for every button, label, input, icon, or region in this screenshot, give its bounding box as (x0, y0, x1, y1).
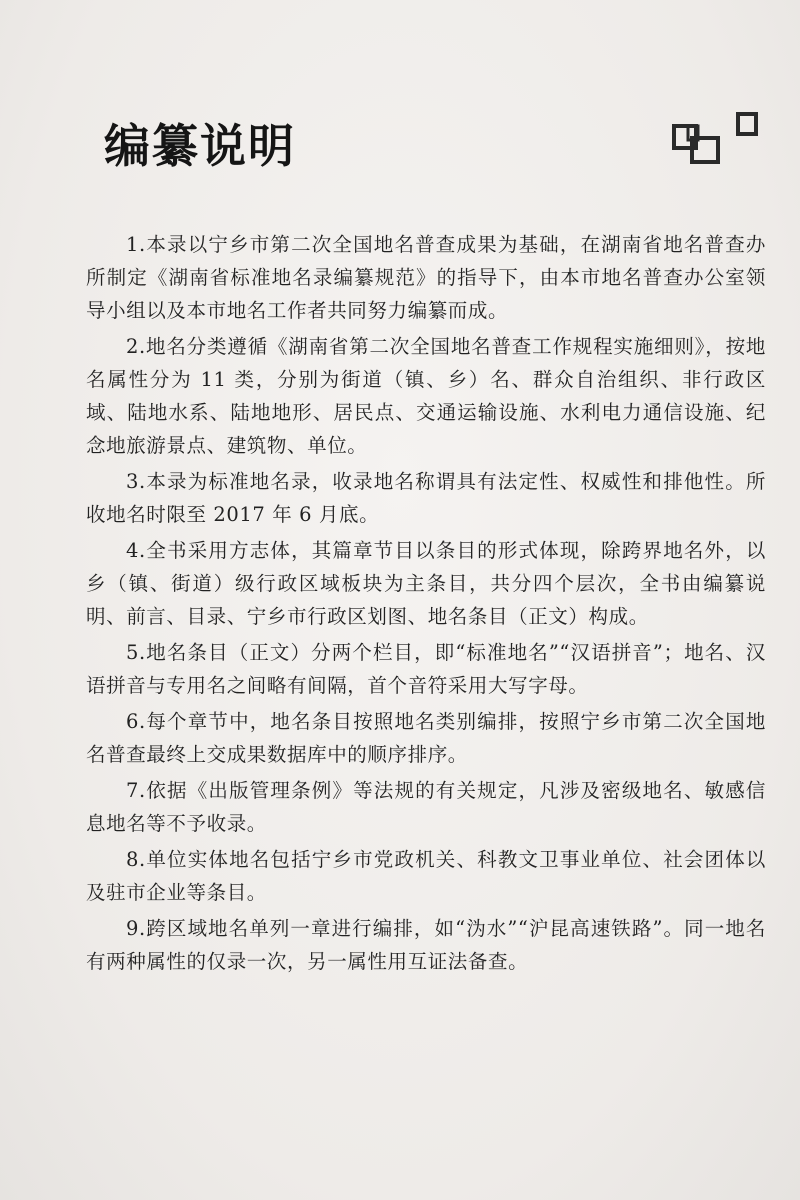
paragraph-5: 5.地名条目（正文）分两个栏目，即“标准地名”“汉语拼音”；地名、汉语拼音与专用名之间略有间隔，首个音符采用大写字母。 (86, 641, 766, 697)
page-title: 编纂说明 (104, 119, 296, 173)
paragraph-7: 7.依据《出版管理条例》等法规的有关规定，凡涉及密级地名、敏感信息地名等不予收录。 (86, 779, 766, 835)
paragraph-list (86, 228, 766, 981)
paragraph-2: 2.地名分类遵循《湖南省第二次全国地名普查工作规程实施细则》，按地名属性分为 11 类，分别为街道（镇、乡）名、群众自治组织、非行政区域、陆地水系、陆地地形、居民点、交通运输设施、水利电力通信设施、纪念地旅游景点、建筑物、单位。 (86, 335, 766, 457)
paragraph-9: 9.跨区域地名单列一章进行编排，如“沩水”“沪昆高速铁路”。同一地名有两种属性的仅录一次，另一属性用互证法备查。 (86, 917, 766, 973)
paragraph-1: 1.本录以宁乡市第二次全国地名普查成果为基础，在湖南省地名普查办所制定《湖南省标准地名录编纂规范》的指导下，由本市地名普查办公室领导小组以及本市地名工作者共同努力编纂而成。 (86, 233, 766, 322)
paragraph-8: 8.单位实体地名包括宁乡市党政机关、科教文卫事业单位、社会团体以及驻市企业等条目。 (86, 848, 766, 904)
paragraph-6: 6.每个章节中，地名条目按照地名类别编排，按照宁乡市第二次全国地名普查最终上交成果数据库中的顺序排序。 (86, 710, 766, 766)
overlapping-squares-icon (668, 112, 768, 172)
paragraph-4: 4.全书采用方志体，其篇章节目以条目的形式体现，除跨界地名外，以乡（镇、街道）级行政区域板块为主条目，共分四个层次，全书由编纂说明、前言、目录、宁乡市行政区划图、地名条目（正文）构成。 (86, 539, 766, 628)
paragraph-3: 3.本录为标准地名录，收录地名称谓具有法定性、权威性和排他性。所收地名时限至 2017 年 6 月底。 (86, 470, 766, 526)
